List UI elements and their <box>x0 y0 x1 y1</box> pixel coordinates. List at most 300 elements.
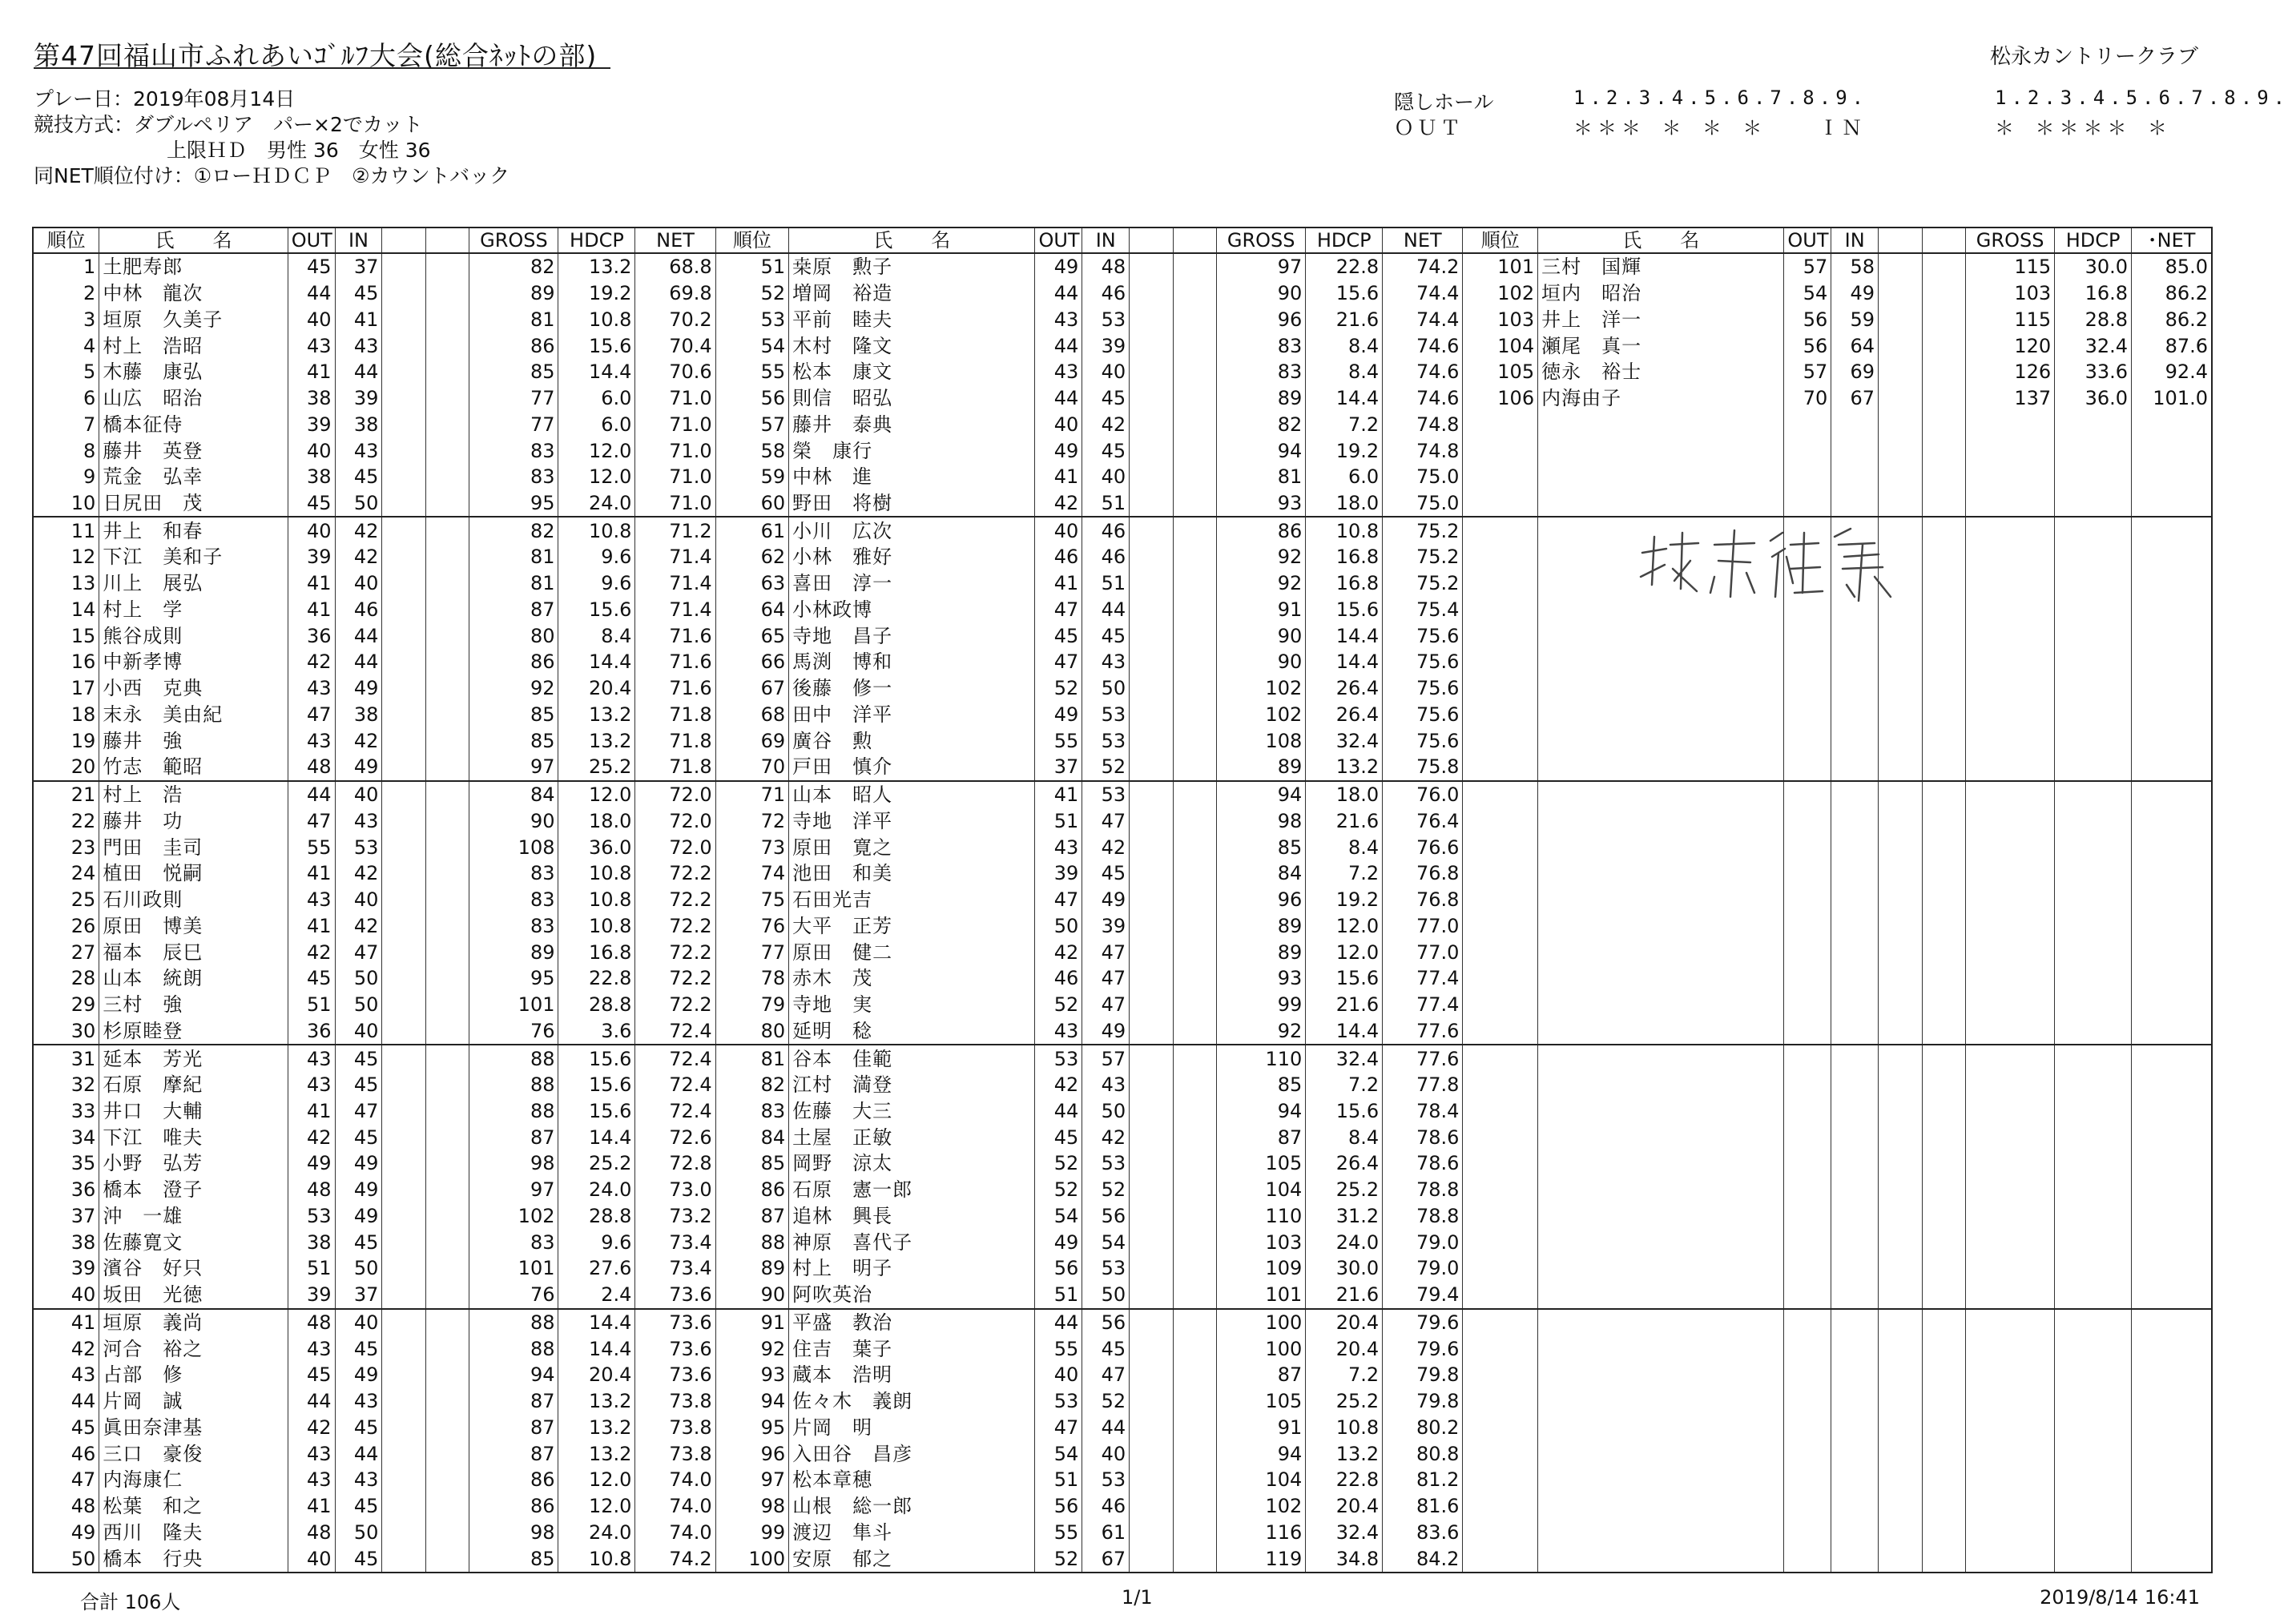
table-row <box>33 887 2212 913</box>
total-count: 合計 106人 <box>80 1591 181 1613</box>
cell-net <box>2132 1309 2212 1336</box>
cell-hdcp: 30.0 <box>2055 253 2132 280</box>
cell-blank1 <box>382 781 425 808</box>
cell-hdcp: 33.6 <box>2055 359 2132 385</box>
cell-blank1 <box>382 1309 425 1336</box>
cell-rank: 43 <box>33 1362 99 1388</box>
cell-net: 73.8 <box>635 1440 715 1467</box>
cell-rank: 62 <box>715 544 789 570</box>
cell-blank1 <box>382 860 425 887</box>
col-in: IN <box>335 228 382 253</box>
cell-net: 75.0 <box>1383 490 1463 518</box>
cell-rank: 36 <box>33 1177 99 1203</box>
cell-net <box>2132 1388 2212 1415</box>
cell-blank1 <box>382 808 425 835</box>
table-row <box>33 622 2212 649</box>
cell-gross: 83 <box>469 464 558 490</box>
cell-blank2 <box>1922 570 1965 597</box>
cell-rank <box>1463 887 1538 913</box>
cell-in: 39 <box>335 385 382 412</box>
cell-blank1 <box>382 332 425 359</box>
cell-out: 39 <box>288 544 335 570</box>
cell-in: 50 <box>1082 675 1130 702</box>
cell-hdcp: 24.0 <box>1306 1229 1383 1255</box>
cell-gross: 96 <box>1217 306 1306 332</box>
cell-hdcp <box>2055 1440 2132 1467</box>
table-row <box>33 490 2212 518</box>
cell-hdcp <box>2055 939 2132 965</box>
cell-name: 佐藤寛文 <box>99 1229 288 1255</box>
cell-name <box>1538 1335 1784 1362</box>
cell-net <box>2132 992 2212 1018</box>
cell-rank: 98 <box>715 1493 789 1520</box>
cell-blank2 <box>1922 834 1965 860</box>
cell-in: 53 <box>1082 781 1130 808</box>
cell-blank1 <box>1130 1440 1173 1467</box>
cell-blank1 <box>1879 675 1922 702</box>
cell-gross: 90 <box>1217 280 1306 307</box>
cell-out <box>1784 1177 1831 1203</box>
cell-in <box>1831 1045 1879 1072</box>
cell-in <box>1831 1150 1879 1177</box>
cell-gross <box>1966 1072 2055 1098</box>
cell-blank2 <box>425 490 469 518</box>
cell-out: 49 <box>1035 702 1082 728</box>
cell-out: 41 <box>288 860 335 887</box>
table-row <box>33 280 2212 307</box>
cell-in: 39 <box>1082 912 1130 939</box>
cell-net <box>2132 1335 2212 1362</box>
cell-in: 69 <box>1831 359 1879 385</box>
table-row <box>33 1177 2212 1203</box>
cell-gross: 90 <box>1217 649 1306 675</box>
cell-in: 38 <box>335 702 382 728</box>
cell-gross <box>1966 1177 2055 1203</box>
cell-gross: 76 <box>469 1017 558 1045</box>
cell-out: 45 <box>1035 622 1082 649</box>
table-row <box>33 1545 2212 1573</box>
cell-gross: 95 <box>469 965 558 992</box>
cell-gross: 90 <box>469 808 558 835</box>
cell-rank: 102 <box>1463 280 1538 307</box>
cell-gross <box>1966 1362 2055 1388</box>
cell-out <box>1784 1124 1831 1150</box>
cell-name: 廣谷 勲 <box>789 727 1035 754</box>
cell-blank2 <box>1173 912 1216 939</box>
cell-hdcp <box>2055 727 2132 754</box>
cell-blank1 <box>382 727 425 754</box>
cell-blank1 <box>382 1440 425 1467</box>
cell-blank1 <box>382 1467 425 1493</box>
cell-blank2 <box>1173 860 1216 887</box>
cell-in: 47 <box>1082 1362 1130 1388</box>
cell-rank <box>1463 1255 1538 1282</box>
cell-in: 40 <box>1082 359 1130 385</box>
cell-gross: 92 <box>1217 1017 1306 1045</box>
cell-in <box>1831 860 1879 887</box>
cell-blank2 <box>425 570 469 597</box>
cell-blank1 <box>1879 1203 1922 1230</box>
cell-blank2 <box>1173 464 1216 490</box>
cell-name: 山根 総一郎 <box>789 1493 1035 1520</box>
cell-name <box>1538 1098 1784 1125</box>
cell-gross <box>1966 1414 2055 1440</box>
cell-net: 71.0 <box>635 464 715 490</box>
cell-name: 内海由子 <box>1538 385 1784 412</box>
cell-hdcp: 26.4 <box>1306 702 1383 728</box>
cell-name: 村上 浩昭 <box>99 332 288 359</box>
cell-hdcp <box>2055 1072 2132 1098</box>
cell-net: 74.4 <box>1383 306 1463 332</box>
cell-gross: 84 <box>1217 860 1306 887</box>
cell-hdcp: 25.2 <box>1306 1177 1383 1203</box>
cell-hdcp <box>2055 887 2132 913</box>
cell-rank: 2 <box>33 280 99 307</box>
cell-net: 70.4 <box>635 332 715 359</box>
cell-blank1 <box>1130 808 1173 835</box>
col-gross: GROSS <box>1966 228 2055 253</box>
cell-blank1 <box>1879 1440 1922 1467</box>
cell-gross: 86 <box>469 1467 558 1493</box>
cell-in: 50 <box>335 490 382 518</box>
col-blank <box>1130 228 1173 253</box>
cell-net: 71.6 <box>635 675 715 702</box>
cell-rank: 40 <box>33 1282 99 1309</box>
cell-blank2 <box>1173 1335 1216 1362</box>
cell-gross: 80 <box>469 622 558 649</box>
cell-blank2 <box>1173 727 1216 754</box>
in-label: ＩＮ <box>1819 116 1866 139</box>
cell-net: 71.6 <box>635 649 715 675</box>
cell-gross <box>1966 860 2055 887</box>
cell-name: 井口 大輔 <box>99 1098 288 1125</box>
cell-gross: 89 <box>469 939 558 965</box>
cell-in <box>1831 1414 1879 1440</box>
cell-name: 松本章穂 <box>789 1467 1035 1493</box>
cell-gross: 101 <box>1217 1282 1306 1309</box>
cell-rank <box>1463 808 1538 835</box>
cell-in: 49 <box>1082 1017 1130 1045</box>
cell-blank2 <box>1922 649 1965 675</box>
cell-net <box>2132 727 2212 754</box>
cell-out <box>1784 1255 1831 1282</box>
cell-in: 42 <box>335 544 382 570</box>
cell-rank: 61 <box>715 517 789 544</box>
cell-blank1 <box>382 1017 425 1045</box>
cell-blank1 <box>382 490 425 518</box>
cell-blank2 <box>1173 1309 1216 1336</box>
cell-rank: 9 <box>33 464 99 490</box>
cell-blank1 <box>1130 385 1173 412</box>
cell-out <box>1784 781 1831 808</box>
cell-rank <box>1463 649 1538 675</box>
cell-rank: 63 <box>715 570 789 597</box>
cell-out: 40 <box>288 1545 335 1573</box>
cell-in: 47 <box>335 1098 382 1125</box>
cell-name: 門田 圭司 <box>99 834 288 860</box>
cell-in: 40 <box>1082 1440 1130 1467</box>
cell-in <box>1831 992 1879 1018</box>
cell-rank <box>1463 1098 1538 1125</box>
cell-out <box>1784 437 1831 464</box>
cell-out: 41 <box>288 1493 335 1520</box>
cell-blank2 <box>1922 1282 1965 1309</box>
cell-gross: 120 <box>1966 332 2055 359</box>
cell-gross <box>1966 992 2055 1018</box>
cell-blank1 <box>382 253 425 280</box>
cell-out: 56 <box>1035 1493 1082 1520</box>
cell-rank: 77 <box>715 939 789 965</box>
cell-net: 77.8 <box>1383 1072 1463 1098</box>
cell-rank: 81 <box>715 1045 789 1072</box>
cell-blank2 <box>1173 1282 1216 1309</box>
cell-blank2 <box>425 1282 469 1309</box>
cell-net: 71.6 <box>635 622 715 649</box>
cell-net: 79.0 <box>1383 1229 1463 1255</box>
col-hdcp: HDCP <box>558 228 635 253</box>
cell-out: 52 <box>1035 675 1082 702</box>
cell-in: 53 <box>1082 1255 1130 1282</box>
cell-gross <box>1966 517 2055 544</box>
cell-net: 81.2 <box>1383 1467 1463 1493</box>
col-net: ･NET <box>2132 228 2212 253</box>
cell-net <box>2132 517 2212 544</box>
col-name: 氏 名 <box>1538 228 1784 253</box>
cell-hdcp <box>2055 860 2132 887</box>
cell-blank1 <box>1879 385 1922 412</box>
cell-out: 43 <box>288 727 335 754</box>
cell-blank2 <box>1922 1545 1965 1573</box>
cell-gross: 115 <box>1966 306 2055 332</box>
cell-name: 藤井 強 <box>99 727 288 754</box>
cell-blank2 <box>1922 781 1965 808</box>
cell-in: 40 <box>335 570 382 597</box>
cell-net <box>2132 544 2212 570</box>
cell-name: 馬渕 博和 <box>789 649 1035 675</box>
cell-blank1 <box>382 464 425 490</box>
cell-name: 竹志 範昭 <box>99 754 288 781</box>
cell-rank <box>1463 912 1538 939</box>
cell-net: 71.4 <box>635 544 715 570</box>
cell-name: 山本 統朗 <box>99 965 288 992</box>
cell-out <box>1784 649 1831 675</box>
cell-blank1 <box>1879 939 1922 965</box>
cell-gross <box>1966 754 2055 781</box>
cell-hdcp <box>2055 702 2132 728</box>
cell-out: 54 <box>1784 280 1831 307</box>
cell-rank <box>1463 939 1538 965</box>
cell-in: 42 <box>335 517 382 544</box>
cell-in: 52 <box>1082 1388 1130 1415</box>
cell-blank1 <box>382 1362 425 1388</box>
cell-out: 43 <box>1035 1017 1082 1045</box>
cell-net: 79.6 <box>1383 1335 1463 1362</box>
cell-blank1 <box>1879 1072 1922 1098</box>
cell-blank1 <box>382 1229 425 1255</box>
cell-net <box>2132 1017 2212 1045</box>
cell-hdcp <box>2055 675 2132 702</box>
cell-net: 71.4 <box>635 597 715 623</box>
cell-hdcp <box>2055 411 2132 437</box>
cell-rank: 70 <box>715 754 789 781</box>
cell-blank1 <box>382 649 425 675</box>
cell-name: 中林 進 <box>789 464 1035 490</box>
cell-name <box>1538 1545 1784 1573</box>
cell-hdcp: 19.2 <box>1306 437 1383 464</box>
cell-gross: 103 <box>1966 280 2055 307</box>
cell-blank2 <box>425 1045 469 1072</box>
cell-in <box>1831 464 1879 490</box>
cell-blank1 <box>1879 622 1922 649</box>
play-date: プレー日：2019年08月14日 <box>34 87 296 111</box>
cell-hdcp <box>2055 1229 2132 1255</box>
cell-out: 38 <box>288 1229 335 1255</box>
cell-hdcp: 26.4 <box>1306 1150 1383 1177</box>
cell-hdcp <box>2055 1362 2132 1388</box>
cell-out: 54 <box>1035 1203 1082 1230</box>
cell-hdcp: 32.4 <box>1306 727 1383 754</box>
cell-out <box>1784 490 1831 518</box>
cell-rank: 17 <box>33 675 99 702</box>
cell-out: 44 <box>1035 1309 1082 1336</box>
cell-hdcp: 8.4 <box>1306 332 1383 359</box>
cell-out <box>1784 702 1831 728</box>
cell-rank <box>1463 1440 1538 1467</box>
cell-hdcp <box>2055 464 2132 490</box>
cell-blank2 <box>1173 1467 1216 1493</box>
cell-name <box>1538 965 1784 992</box>
cell-net: 74.6 <box>1383 385 1463 412</box>
cell-net <box>2132 622 2212 649</box>
cell-gross: 87 <box>469 1414 558 1440</box>
cell-net: 72.2 <box>635 939 715 965</box>
cell-net: 72.2 <box>635 965 715 992</box>
cell-rank: 103 <box>1463 306 1538 332</box>
table-row <box>33 1255 2212 1282</box>
cell-gross <box>1966 1203 2055 1230</box>
cell-net: 77.6 <box>1383 1017 1463 1045</box>
cell-out: 36 <box>288 622 335 649</box>
cell-net <box>2132 1467 2212 1493</box>
cell-net: 78.8 <box>1383 1203 1463 1230</box>
cell-name: 原田 寛之 <box>789 834 1035 860</box>
cell-gross: 81 <box>469 306 558 332</box>
format-line-2: 上限ＨＤ 男性 36 女性 36 <box>167 139 431 162</box>
cell-blank2 <box>425 834 469 860</box>
cell-gross: 88 <box>469 1098 558 1125</box>
cell-out <box>1784 992 1831 1018</box>
cell-rank: 25 <box>33 887 99 913</box>
cell-gross <box>1966 1098 2055 1125</box>
cell-blank2 <box>1173 1150 1216 1177</box>
cell-in: 38 <box>335 411 382 437</box>
cell-gross: 137 <box>1966 385 2055 412</box>
cell-blank1 <box>1879 490 1922 518</box>
cell-gross <box>1966 649 2055 675</box>
cell-rank: 78 <box>715 965 789 992</box>
cell-net <box>2132 1362 2212 1388</box>
cell-blank2 <box>425 860 469 887</box>
cell-name: 日尻田 茂 <box>99 490 288 518</box>
cell-gross: 102 <box>1217 1493 1306 1520</box>
cell-blank2 <box>1173 332 1216 359</box>
cell-gross: 94 <box>1217 1098 1306 1125</box>
cell-rank <box>1463 570 1538 597</box>
cell-name <box>1538 649 1784 675</box>
cell-net: 69.8 <box>635 280 715 307</box>
cell-blank1 <box>1130 1335 1173 1362</box>
cell-out: 38 <box>288 464 335 490</box>
cell-out: 42 <box>288 1414 335 1440</box>
cell-blank2 <box>425 1124 469 1150</box>
cell-name: 杉原睦登 <box>99 1017 288 1045</box>
cell-out: 42 <box>288 649 335 675</box>
cell-in: 53 <box>1082 727 1130 754</box>
cell-rank: 44 <box>33 1388 99 1415</box>
cell-name <box>1538 1072 1784 1098</box>
cell-net: 70.6 <box>635 359 715 385</box>
cell-net: 75.4 <box>1383 597 1463 623</box>
cell-in: 48 <box>1082 253 1130 280</box>
cell-gross: 82 <box>1217 411 1306 437</box>
cell-out: 43 <box>288 1467 335 1493</box>
cell-name: 岡野 涼太 <box>789 1150 1035 1177</box>
cell-hdcp: 7.2 <box>1306 860 1383 887</box>
cell-rank <box>1463 1124 1538 1150</box>
cell-blank1 <box>382 385 425 412</box>
cell-rank: 104 <box>1463 332 1538 359</box>
cell-hdcp: 14.4 <box>558 649 635 675</box>
cell-name: 三村 強 <box>99 992 288 1018</box>
cell-blank1 <box>382 754 425 781</box>
cell-in: 37 <box>335 1282 382 1309</box>
cell-net <box>2132 437 2212 464</box>
cell-in: 40 <box>335 887 382 913</box>
cell-gross <box>1966 1545 2055 1573</box>
cell-blank1 <box>382 437 425 464</box>
cell-in: 45 <box>1082 622 1130 649</box>
cell-blank1 <box>382 1098 425 1125</box>
table-row <box>33 1150 2212 1177</box>
cell-net: 72.2 <box>635 992 715 1018</box>
cell-out: 43 <box>288 1072 335 1098</box>
cell-blank2 <box>1922 385 1965 412</box>
cell-in: 49 <box>335 1362 382 1388</box>
cell-out: 57 <box>1784 359 1831 385</box>
cell-blank1 <box>1879 1229 1922 1255</box>
cell-rank: 16 <box>33 649 99 675</box>
cell-net: 71.0 <box>635 490 715 518</box>
cell-net: 72.2 <box>635 912 715 939</box>
cell-out <box>1784 1098 1831 1125</box>
cell-net: 81.6 <box>1383 1493 1463 1520</box>
cell-name: 木藤 康弘 <box>99 359 288 385</box>
cell-rank: 5 <box>33 359 99 385</box>
cell-name: 植田 悦嗣 <box>99 860 288 887</box>
cell-blank2 <box>1922 860 1965 887</box>
cell-rank <box>1463 544 1538 570</box>
cell-gross: 101 <box>469 1255 558 1282</box>
cell-blank1 <box>382 1255 425 1282</box>
cell-net: 71.8 <box>635 702 715 728</box>
cell-blank1 <box>1130 1545 1173 1573</box>
cell-name: 片岡 誠 <box>99 1388 288 1415</box>
cell-out <box>1784 675 1831 702</box>
cell-in: 44 <box>335 622 382 649</box>
cell-blank2 <box>1173 1519 1216 1545</box>
cell-gross: 115 <box>1966 253 2055 280</box>
cell-in <box>1831 808 1879 835</box>
